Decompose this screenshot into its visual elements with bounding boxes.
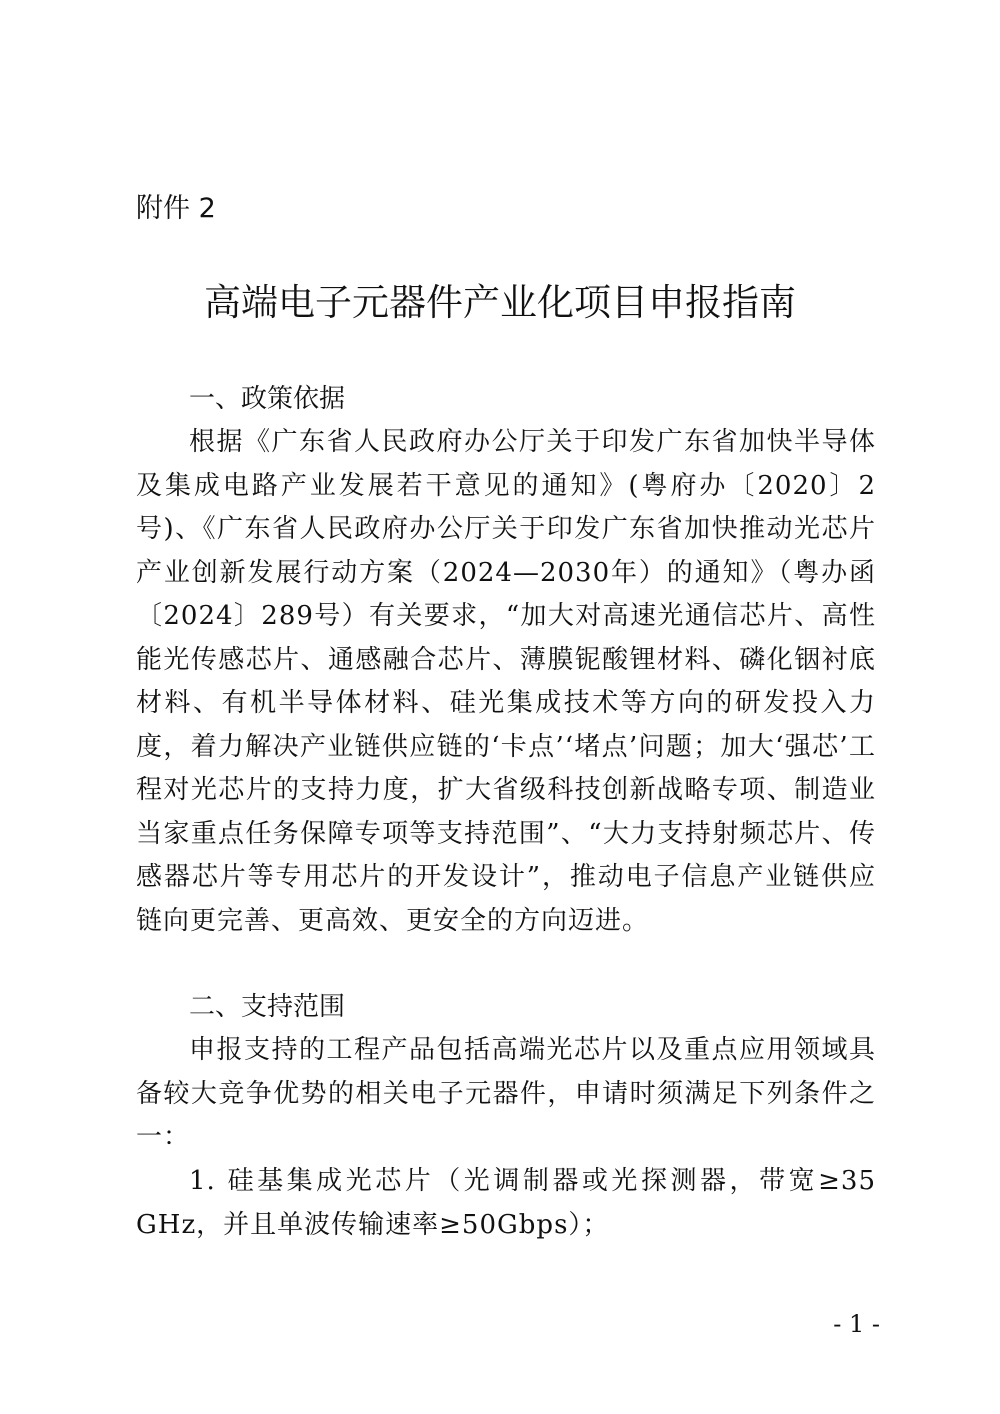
page-number: - 1 -	[833, 1310, 880, 1338]
document-title: 高端电子元器件产业化项目申报指南	[204, 281, 796, 324]
section2-item-1: 1. 硅基集成光芯片（光调制器或光探测器，带宽≥35 GHz，并且单波传输速率≥50Gbps）；	[136, 1166, 876, 1240]
attachment-label: 附件 2	[136, 193, 216, 224]
section2-heading: 二、支持范围	[189, 992, 346, 1022]
section1-paragraph: 根据《广东省人民政府办公厅关于印发广东省加快半导体及集成电路产业发展若干意见的通知》(粤府办〔2020〕2号)、《广东省人民政府办公厅关于印发广东省加快推动光芯片产业创新发展行动方案（2024—2030年）的通知》（粤办函〔2024〕289号）有关要求，“加大对高速光通信芯片、高性能光传感芯片、通感融合芯片、薄膜铌酸锂材料、磷化铟衬底材料、有机半导体材料、硅光集成技术等方向的研发投入力度，着力解决产业链供应链的‘卡点’‘堵点’问题；加大‘强芯’工程对光芯片的支持力度，扩大省级科技创新战略专项、制造业当家重点任务保障专项等支持范围”、“大力支持射频芯片、传感器芯片等专用芯片的开发设计”，推动电子信息产业链供应链向更完善、更高效、更安全的方向迈进。	[136, 427, 876, 936]
section2-paragraph: 申报支持的工程产品包括高端光芯片以及重点应用领域具备较大竞争优势的相关电子元器件，申请时须满足下列条件之一：	[136, 1035, 876, 1152]
section1-heading: 一、政策依据	[189, 384, 346, 414]
